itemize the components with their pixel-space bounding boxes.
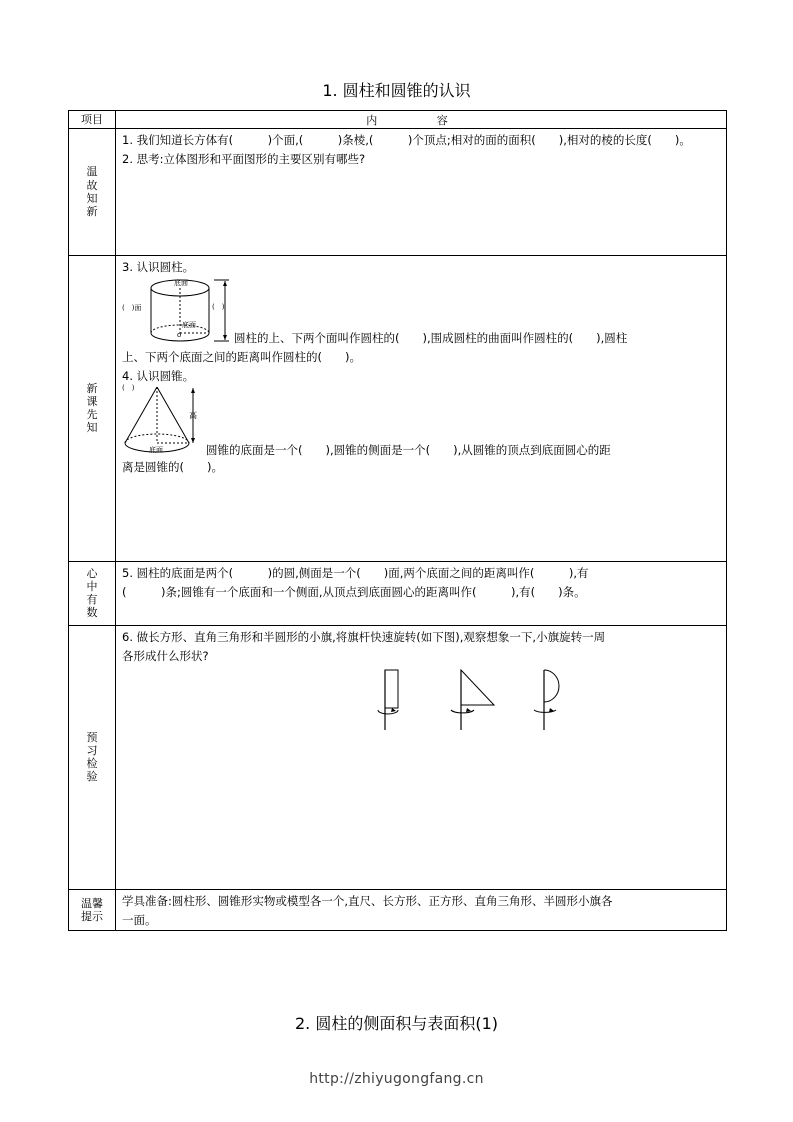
- cone-base-label: 底面: [149, 446, 163, 454]
- cone-height-label: 高: [189, 411, 197, 420]
- row-label: 心中有数: [86, 566, 98, 620]
- table-header-row: [69, 111, 727, 129]
- cone-text-2: 离是圆锥的( )。: [122, 460, 223, 474]
- rotating-flags-diagram: [116, 668, 727, 734]
- question-5-line-2: ( )条;圆锥有一个底面和一个侧面,从顶点到底面圆心的距离叫作( ),有( )条。: [122, 585, 586, 599]
- cyl-side-label: ( )面: [122, 304, 142, 312]
- row-label: 新课先知: [86, 381, 98, 435]
- question-5-line-1: 5. 圆柱的底面是两个( )的圆,侧面是一个( )面,两个底面之间的距离叫作( ),有: [122, 566, 589, 580]
- table-row: [69, 890, 727, 931]
- rectangle-flag-icon: [378, 670, 398, 730]
- cyl-bottom-label: 底面: [182, 321, 196, 329]
- question-4-heading: 4. 认识圆锥。: [122, 369, 195, 383]
- cylinder-text-1: 圆柱的上、下两个面叫作圆柱的( ),围成圆柱的曲面叫作圆柱的( ),圆柱: [234, 331, 628, 345]
- cyl-height-label: ( ): [212, 303, 225, 311]
- cylinder-diagram: [122, 275, 252, 349]
- cone-apex-label: ( ): [122, 384, 135, 392]
- tip-line-2: 一面。: [122, 913, 157, 927]
- semicircle-flag-icon: [534, 670, 559, 730]
- row-label: 温故知新: [86, 165, 98, 218]
- header-content: 内 容: [116, 111, 727, 129]
- question-1: 1. 我们知道长方体有( )个面,( )条棱,( )个顶点;相对的面的面积( ),相对的棱的长度( )。: [122, 133, 691, 147]
- row-label: 预习检验: [86, 730, 98, 784]
- footer-url: http://zhiyugongfang.cn: [309, 1071, 484, 1087]
- row-label: 温馨提示: [81, 896, 103, 923]
- table-row: [69, 129, 727, 256]
- cylinder-text-2: 上、下两个底面之间的距离叫作圆柱的( )。: [122, 350, 361, 364]
- worksheet-table: [68, 110, 727, 931]
- table-row: [69, 256, 727, 562]
- question-6-line-2: 各形成什么形状?: [122, 649, 209, 663]
- triangle-flag-icon: [451, 670, 494, 730]
- question-6-line-1: 6. 做长方形、直角三角形和半圆形的小旗,将旗杆快速旋转(如下图),观察想象一下,小旗旋转一周: [122, 630, 606, 644]
- svg-text:o: o: [177, 331, 182, 339]
- cyl-top-label: 底面: [174, 279, 188, 287]
- tip-line-1: 学具准备:圆柱形、圆锥形实物或模型各一个,直尺、长方形、正方形、直角三角形、半圆形小旗各: [122, 894, 613, 908]
- header-item: 项目: [69, 111, 116, 129]
- cone-text-1: 圆锥的底面是一个( ),圆锥的侧面是一个( ),从圆锥的顶点到底面圆心的距: [206, 443, 611, 457]
- table-row: [69, 562, 727, 626]
- cone-diagram: [122, 382, 212, 458]
- question-2: 2. 思考:立体图形和平面图形的主要区别有哪些?: [122, 152, 366, 166]
- section-title-2: 2. 圆柱的侧面积与表面积(1): [294, 1014, 499, 1033]
- section-title-1: 1. 圆柱和圆锥的认识: [322, 81, 471, 100]
- question-3-heading: 3. 认识圆柱。: [122, 260, 195, 274]
- table-row: [69, 626, 727, 890]
